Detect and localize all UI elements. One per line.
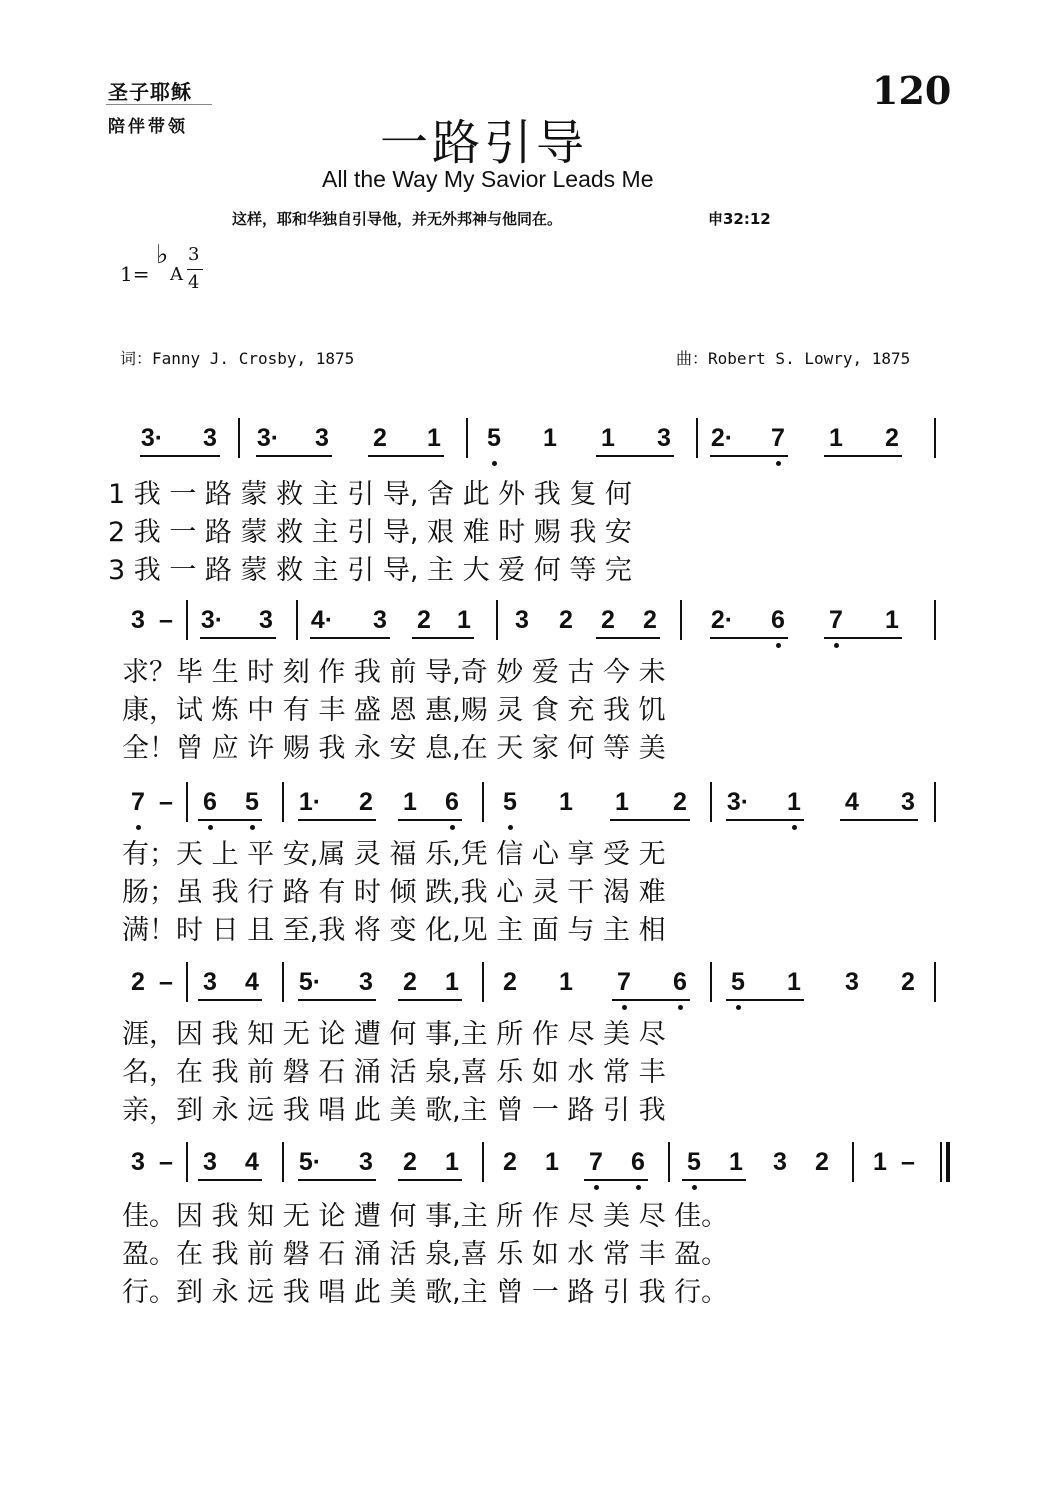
note: 2 [403,1148,417,1176]
note: – [159,1148,173,1176]
beam-underline [824,455,902,457]
octave-dot [508,825,513,830]
note: 1 [787,788,801,816]
note: 1 [829,424,843,452]
scripture-reference: 申32:12 [708,210,771,228]
time-signature-bottom: 4 [188,272,200,293]
beam-underline [824,637,902,639]
octave-dot [622,1005,627,1010]
beam-underline [298,1179,376,1181]
note: 6 [445,788,459,816]
beam-underline [840,819,918,821]
bar-line [282,962,284,1002]
note: 2 [503,1148,517,1176]
note: 3 [315,424,329,452]
lyric-line: 行。到 永 远 我 唱 此 美 歌,主 曾 一 路 引 我 行。 [122,1277,729,1308]
note: 6 [631,1148,645,1176]
time-signature-line [187,269,203,270]
note: 1 [403,788,417,816]
bar-line [934,600,936,640]
beam-underline [726,999,804,1001]
note: 2 [885,424,899,452]
note: 1 [559,788,573,816]
note: 3 [657,424,671,452]
book-title: 圣子耶稣 [108,80,192,104]
note: 3 [515,606,529,634]
note: 3 [359,968,373,996]
bar-line [282,782,284,822]
note: 2 [359,788,373,816]
bar-line [852,1142,854,1182]
note: 3 [359,1148,373,1176]
bar-line [482,782,484,822]
bar-line [238,418,240,458]
note: 1 [601,424,615,452]
octave-dot [678,1005,683,1010]
octave-dot [450,825,455,830]
lyric-line: 3 我 一 路 蒙 救 主 引 导, 主 大 爱 何 等 完 [108,555,632,586]
scripture-verse: 这样，耶和华独自引导他，并无外邦神与他同在。 [232,210,563,228]
beam-underline [412,637,474,639]
octave-dot [250,825,255,830]
beam-underline [682,1179,746,1181]
bar-line [710,782,712,822]
note: – [159,968,173,996]
beam-underline [710,637,788,639]
note: 3 [773,1148,787,1176]
note: 5 [503,788,517,816]
beam-underline [710,455,788,457]
note: 7 [829,606,843,634]
note: 1 [559,968,573,996]
bar-line [696,418,698,458]
note: 3· [256,424,280,452]
hymn-title-chinese: 一路引导 [380,115,589,171]
note: 3· [726,788,750,816]
book-subtitle: 陪伴带领 [108,117,188,137]
lyric-line: 康，试 炼 中 有 丰 盛 恩 惠,赐 灵 食 充 我 饥 [122,695,666,726]
note: 2 [901,968,915,996]
octave-dot [594,1185,599,1190]
note: 3 [845,968,859,996]
note: 2 [559,606,573,634]
bar-line [482,1142,484,1182]
note: 4 [845,788,859,816]
bar-line [940,1142,942,1182]
lyricist-credit: 词：Fanny J. Crosby, 1875 [120,349,355,368]
note: 4 [245,968,259,996]
note: 7 [617,968,631,996]
lyric-line: 佳。因 我 知 无 论 遭 何 事,主 所 作 尽 美 尽 佳。 [122,1201,729,1232]
note: 5 [245,788,259,816]
octave-dot [776,461,781,466]
note: 1 [729,1148,743,1176]
bar-line [934,962,936,1002]
bar-line [186,962,188,1002]
note: 1 [615,788,629,816]
note: 1 [457,606,471,634]
note: 5 [731,968,745,996]
note: 1 [427,424,441,452]
lyric-line: 全！曾 应 许 赐 我 永 安 息,在 天 家 何 等 美 [122,733,666,764]
lyric-line: 求？毕 生 时 刻 作 我 前 导,奇 妙 爱 古 今 未 [122,657,666,688]
octave-dot [692,1185,697,1190]
final-bar-line [946,1142,950,1182]
bar-line [934,782,936,822]
key-prefix: 1= [120,262,150,286]
lyric-line: 肠；虽 我 行 路 有 时 倾 跌,我 心 灵 干 渴 难 [122,877,666,908]
note: 4 [245,1148,259,1176]
note: 7 [131,788,145,816]
note: – [159,788,173,816]
beam-underline [398,819,462,821]
note: 3 [373,606,387,634]
note: 3· [140,424,164,452]
beam-underline [198,999,262,1001]
note: 6 [771,606,785,634]
bar-line [186,1142,188,1182]
note: 2 [403,968,417,996]
beam-underline [198,819,262,821]
beam-underline [368,455,444,457]
note: 3 [203,1148,217,1176]
note: 2 [643,606,657,634]
note: 1 [545,1148,559,1176]
note: 5· [298,968,322,996]
note: 4· [310,606,334,634]
octave-dot [136,825,141,830]
beam-underline [200,637,276,639]
lyric-line: 2 我 一 路 蒙 救 主 引 导, 艰 难 时 赐 我 安 [108,517,632,548]
note: 1 [873,1148,887,1176]
beam-underline [610,819,690,821]
beam-underline [298,819,376,821]
note: 3 [203,968,217,996]
lyric-line: 盈。在 我 前 磐 石 涌 活 泉,喜 乐 如 水 常 丰 盈。 [122,1239,729,1270]
note: 2· [710,606,734,634]
book-title-divider [106,104,212,105]
note: 2 [373,424,387,452]
note: 3 [901,788,915,816]
note: 2 [815,1148,829,1176]
hymn-number: 120 [872,68,952,113]
note: 1 [445,968,459,996]
beam-underline [726,819,804,821]
beam-underline [310,637,390,639]
bar-line [186,600,188,640]
beam-underline [140,455,220,457]
bar-line [466,418,468,458]
lyric-line: 涯，因 我 知 无 论 遭 何 事,主 所 作 尽 美 尽 [122,1019,666,1050]
bar-line [680,600,682,640]
note: 1 [543,424,557,452]
key-letter: A [170,264,183,285]
octave-dot [776,643,781,648]
composer-credit: 曲：Robert S. Lowry, 1875 [676,349,911,368]
note: 2 [601,606,615,634]
lyric-line: 亲，到 永 远 我 唱 此 美 歌,主 曾 一 路 引 我 [122,1095,666,1126]
note: 3 [131,606,145,634]
note: 1 [787,968,801,996]
bar-line [482,962,484,1002]
octave-dot [736,1005,741,1010]
beam-underline [298,999,376,1001]
note: 3· [200,606,224,634]
note: 5· [298,1148,322,1176]
note: 1· [298,788,322,816]
bar-line [496,600,498,640]
note: – [159,606,173,634]
beam-underline [398,1179,462,1181]
hymn-title-english: All the Way My Savior Leads Me [322,166,654,192]
octave-dot [792,825,797,830]
beam-underline [198,1179,262,1181]
note: 7 [589,1148,603,1176]
lyric-line: 满！时 日 且 至,我 将 变 化,见 主 面 与 主 相 [122,915,666,946]
bar-line [282,1142,284,1182]
octave-dot [636,1185,641,1190]
bar-line [296,600,298,640]
note: 6 [673,968,687,996]
bar-line [710,962,712,1002]
note: 2 [417,606,431,634]
beam-underline [596,637,660,639]
note: 2 [503,968,517,996]
note: 3 [259,606,273,634]
note: 6 [203,788,217,816]
time-signature-top: 3 [188,244,200,265]
note: 2 [673,788,687,816]
octave-dot [834,643,839,648]
bar-line [668,1142,670,1182]
lyric-line: 1 我 一 路 蒙 救 主 引 导, 舍 此 外 我 复 何 [108,479,632,510]
note: 1 [885,606,899,634]
lyric-line: 名，在 我 前 磐 石 涌 活 泉,喜 乐 如 水 常 丰 [122,1057,666,1088]
note: 7 [771,424,785,452]
note: 3 [203,424,217,452]
note: 5 [487,424,501,452]
note: 5 [687,1148,701,1176]
note: 3 [131,1148,145,1176]
beam-underline [398,999,462,1001]
beam-underline [596,455,674,457]
bar-line [186,782,188,822]
octave-dot [492,461,497,466]
lyric-line: 有；天 上 平 安,属 灵 福 乐,凭 信 心 享 受 无 [122,839,666,870]
note: 2 [131,968,145,996]
bar-line [934,418,936,458]
octave-dot [208,825,213,830]
note: 1 [445,1148,459,1176]
flat-sign: ♭ [156,240,169,270]
note: – [901,1148,915,1176]
beam-underline [256,455,332,457]
note: 2· [710,424,734,452]
beam-underline [584,1179,648,1181]
beam-underline [612,999,690,1001]
